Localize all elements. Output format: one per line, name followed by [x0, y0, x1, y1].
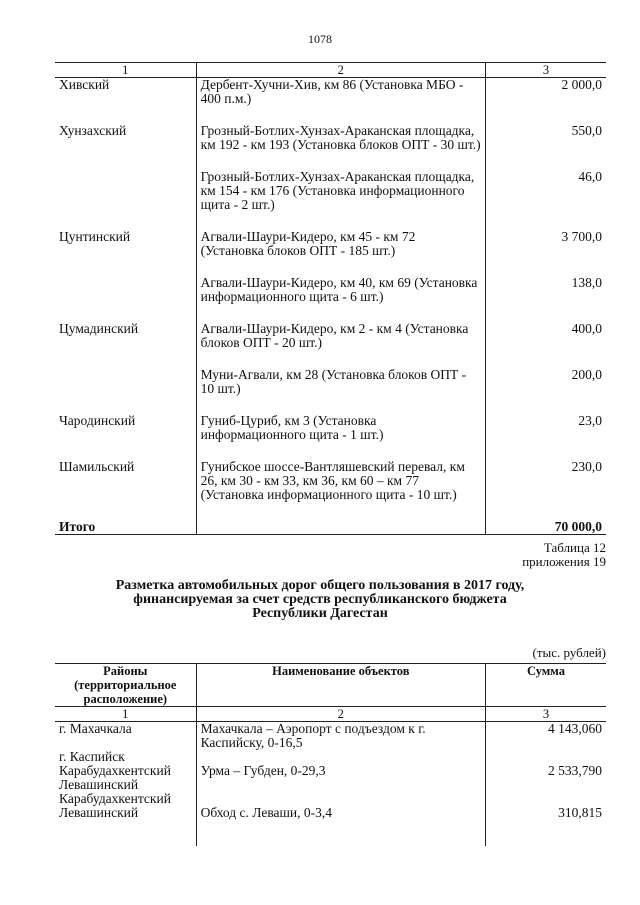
title-line-1: Разметка автомобильных дорог общего пользования в 2017 году,	[115, 578, 525, 593]
table-row	[55, 276, 606, 304]
object-cell: Обход с. Леваши, 0-3,4	[196, 806, 485, 846]
amount-cell: 23,0	[578, 413, 602, 428]
object-cell: Урма – Губден, 0-29,3	[196, 764, 485, 806]
amount-cell: 4 143,060	[548, 721, 602, 736]
total-label: Итого	[55, 520, 196, 535]
total-row	[55, 520, 606, 535]
amount-cell: 3 700,0	[561, 229, 602, 244]
col-number-2: 2	[196, 63, 485, 78]
road-marking-table	[55, 663, 606, 846]
district-cell	[55, 368, 196, 396]
table-row	[55, 460, 606, 502]
district-cell: г. Махачкала г. Каспийск	[59, 721, 132, 764]
document-title	[0, 579, 640, 621]
amount-cell: 400,0	[571, 321, 602, 336]
title-line-2: финансируемая за счет средств республиканского бюджета	[133, 592, 507, 607]
object-cell: Агвали-Шаури-Кидеро, км 2 - км 4 (Установка блоков ОПТ - 20 шт.)	[196, 322, 485, 350]
amount-cell: 230,0	[571, 459, 602, 474]
amount-cell: 138,0	[571, 275, 602, 290]
object-cell: Агвали-Шаури-Кидеро, км 45 - км 72 (Установка блоков ОПТ - 185 шт.)	[196, 230, 485, 258]
table-row	[55, 722, 606, 765]
amount-cell: 550,0	[571, 123, 602, 138]
table-row	[55, 806, 606, 846]
amount-cell: 2 533,790	[548, 763, 602, 778]
table-row	[55, 368, 606, 396]
table-row	[55, 414, 606, 442]
district-cell: Шамильский	[59, 459, 135, 474]
amount-cell: 2 000,0	[561, 77, 602, 92]
district-cell: Цунтинский	[59, 229, 131, 244]
table-row	[55, 124, 606, 152]
header-districts: Районы (территориальное расположение)	[55, 664, 196, 707]
amount-cell: 200,0	[571, 367, 602, 382]
district-cell: Цумадинский	[59, 321, 139, 336]
column-number-row	[55, 63, 606, 78]
amount-cell: 46,0	[578, 169, 602, 184]
roads-table-continued	[55, 62, 606, 535]
object-cell: Гунибское шоссе-Вантляшевский перевал, км 26, км 30 - км 33, км 36, км 60 – км 77 (Установка информационного щита - 10 шт.)	[196, 460, 485, 502]
units-note: (тыс. рублей)	[532, 645, 606, 660]
header-amount: Сумма	[485, 664, 606, 707]
object-cell: Гуниб-Цуриб, км 3 (Установка информационного щита - 1 шт.)	[196, 414, 485, 442]
col-number-1: 1	[55, 707, 196, 722]
object-cell: Махачкала – Аэропорт с подъездом к г. Каспийску, 0-16,5	[196, 722, 485, 765]
table-caption-number: Таблица 12	[543, 540, 606, 555]
object-cell: Агвали-Шаури-Кидеро, км 40, км 69 (Установка информационного щита - 6 шт.)	[196, 276, 485, 304]
page-number: 1078	[308, 32, 332, 46]
object-cell: Грозный-Ботлих-Хунзах-Араканская площадка, км 154 - км 176 (Установка информационного щита - 2 шт.)	[196, 170, 485, 212]
table-row	[55, 322, 606, 350]
object-cell: Грозный-Ботлих-Хунзах-Араканская площадка, км 192 - км 193 (Установка блоков ОПТ - 30 шт.)	[196, 124, 485, 152]
district-cell: Левашинский	[59, 805, 139, 820]
header-objects: Наименование объектов	[196, 664, 485, 707]
table-row	[55, 78, 606, 107]
column-number-row	[55, 707, 606, 722]
table-caption-appendix: приложения 19	[522, 554, 606, 569]
district-cell: Хивский	[59, 77, 110, 92]
amount-cell: 310,815	[558, 805, 602, 820]
col-number-2: 2	[196, 707, 485, 722]
table-row	[55, 170, 606, 212]
object-cell: Дербент-Хучни-Хив, км 86 (Установка МБО - 400 п.м.)	[196, 78, 485, 107]
total-amount: 70 000,0	[485, 520, 606, 535]
col-number-3: 3	[485, 63, 606, 78]
table-row	[55, 764, 606, 806]
title-line-3: Республики Дагестан	[252, 606, 388, 621]
district-cell	[55, 170, 196, 212]
object-cell: Муни-Агвали, км 28 (Установка блоков ОПТ - 10 шт.)	[196, 368, 485, 396]
table-row	[55, 230, 606, 258]
header-row	[55, 664, 606, 707]
district-cell	[55, 276, 196, 304]
district-cell: Хунзахский	[59, 123, 127, 138]
col-number-3: 3	[485, 707, 606, 722]
district-cell: Карабудахкентский Левашинский Карабудахкентский	[59, 763, 171, 806]
district-cell: Чародинский	[59, 413, 136, 428]
col-number-1: 1	[55, 63, 196, 78]
